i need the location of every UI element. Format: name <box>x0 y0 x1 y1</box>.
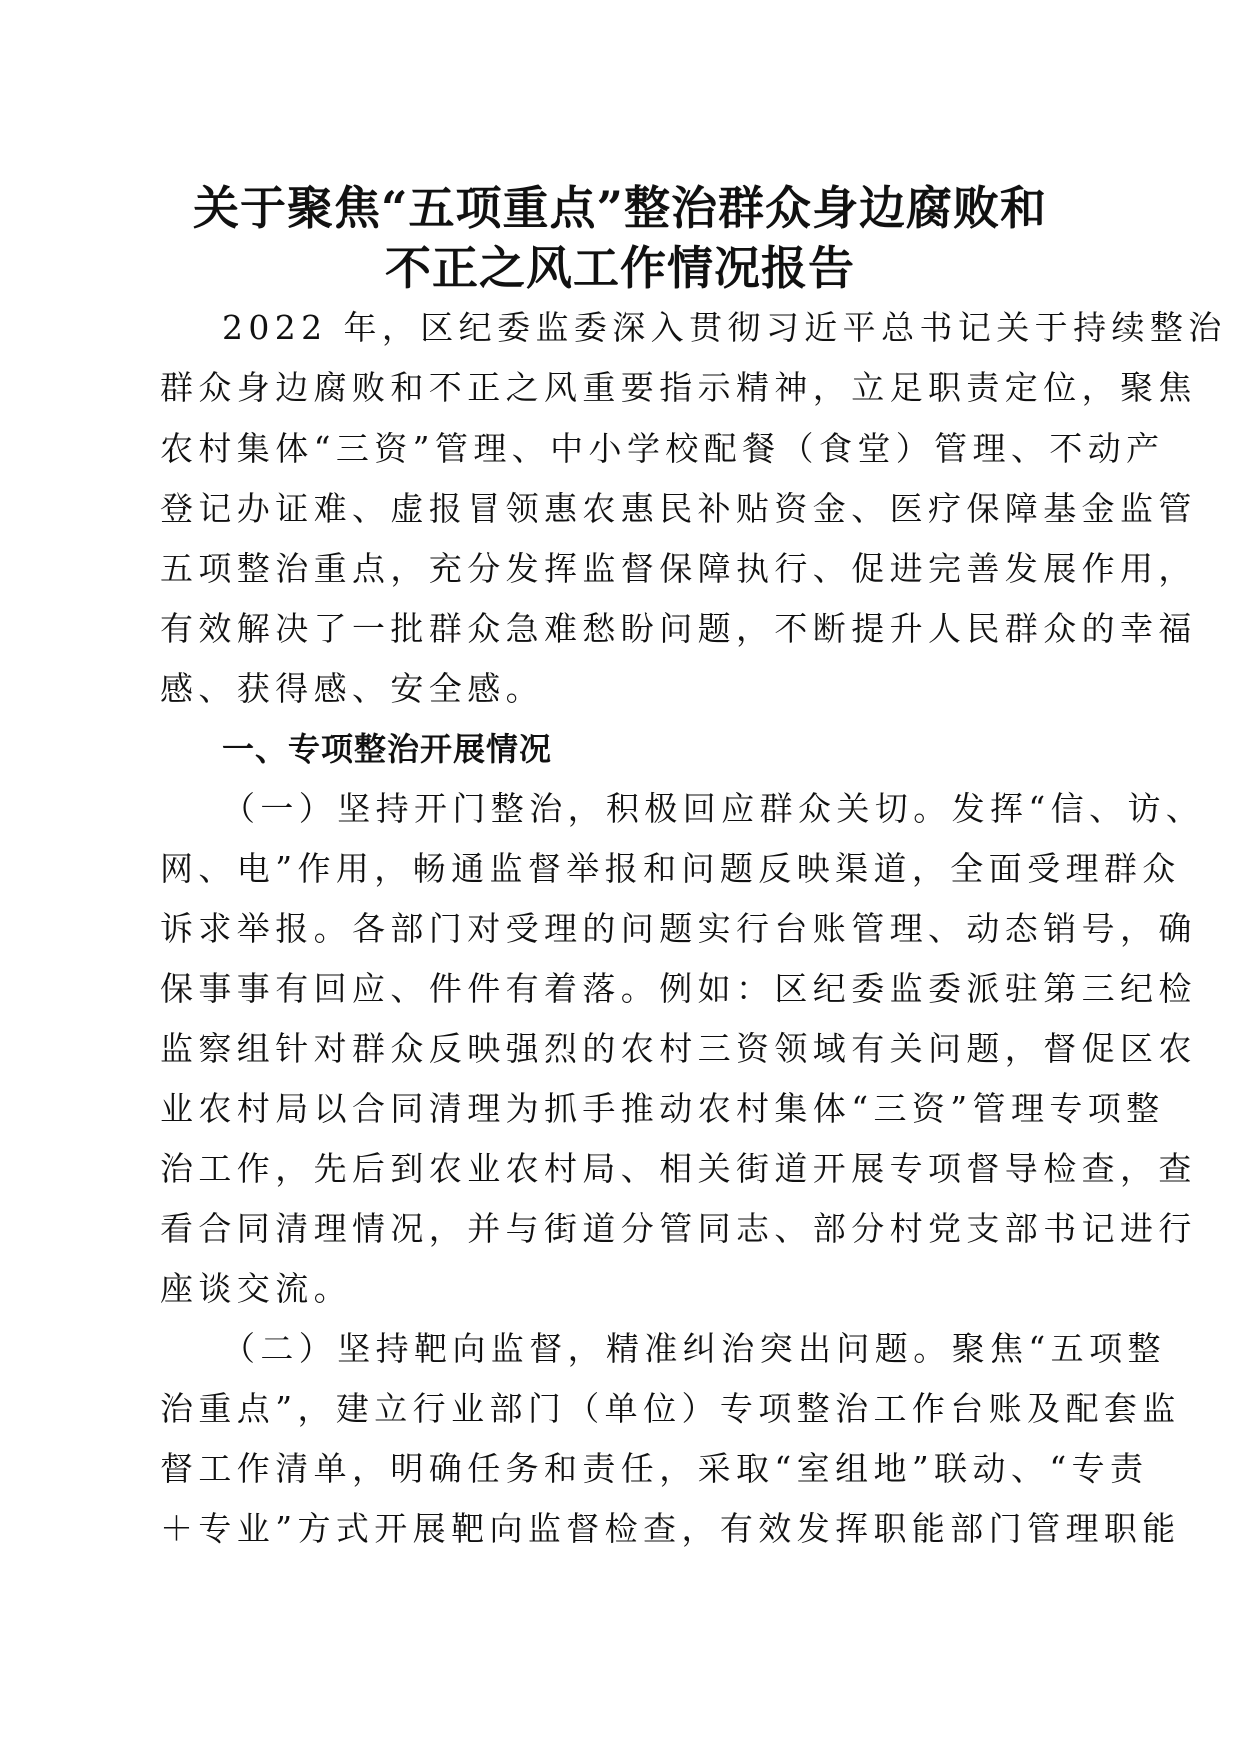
intro-line: 农村集体“三资”管理、中小学校配餐（食堂）管理、不动产 <box>160 429 1165 468</box>
intro-line: 有效解决了一批群众急难愁盼问题，不断提升人民群众的幸福 <box>160 609 1197 648</box>
intro-line: 群众身边腐败和不正之风重要指示精神，立足职责定位，聚焦 <box>160 368 1197 407</box>
intro-line: 2022 年，区纪委监委深入贯彻习近平总书记关于持续整治 <box>222 308 1227 347</box>
intro-line: 感、获得感、安全感。 <box>160 669 544 708</box>
report-title-line-1: 关于聚焦“五项重点”整治群众身边腐败和 <box>193 181 1047 235</box>
paragraph-2-line: 治重点”，建立行业部门（单位）专项整治工作台账及配套监 <box>160 1389 1181 1428</box>
intro-line: 五项整治重点，充分发挥监督保障执行、促进完善发展作用， <box>160 549 1197 588</box>
paragraph-1-line: 监察组针对群众反映强烈的农村三资领域有关问题，督促区农 <box>160 1029 1197 1068</box>
paragraph-1-line: 网、电”作用，畅通监督举报和问题反映渠道，全面受理群众 <box>160 849 1181 888</box>
paragraph-1-line: 看合同清理情况，并与街道分管同志、部分村党支部书记进行 <box>160 1209 1197 1248</box>
paragraph-1-line: 座谈交流。 <box>160 1269 352 1308</box>
paragraph-1-line: 业农村局以合同清理为抓手推动农村集体“三资”管理专项整 <box>160 1089 1165 1128</box>
paragraph-2-line: ＋专业”方式开展靶向监督检查，有效发挥职能部门管理职能 <box>160 1509 1181 1548</box>
paragraph-2-line: （二）坚持靶向监督，精准纠治突出问题。聚焦“五项整 <box>222 1329 1166 1368</box>
paragraph-1-line: 保事事有回应、件件有着落。例如：区纪委监委派驻第三纪检 <box>160 969 1197 1008</box>
paragraph-1-line: 治工作，先后到农业农村局、相关街道开展专项督导检查，查 <box>160 1149 1197 1188</box>
paragraph-1-line: 诉求举报。各部门对受理的问题实行台账管理、动态销号，确 <box>160 909 1197 948</box>
report-title-line-2: 不正之风工作情况报告 <box>385 241 855 295</box>
paragraph-1-line: （一）坚持开门整治，积极回应群众关切。发挥“信、访、 <box>222 789 1205 828</box>
intro-line: 登记办证难、虚报冒领惠农惠民补贴资金、医疗保障基金监管 <box>160 489 1197 528</box>
section-heading: 一、专项整治开展情况 <box>222 730 553 768</box>
paragraph-2-line: 督工作清单，明确任务和责任，采取“室组地”联动、“专责 <box>160 1449 1149 1488</box>
